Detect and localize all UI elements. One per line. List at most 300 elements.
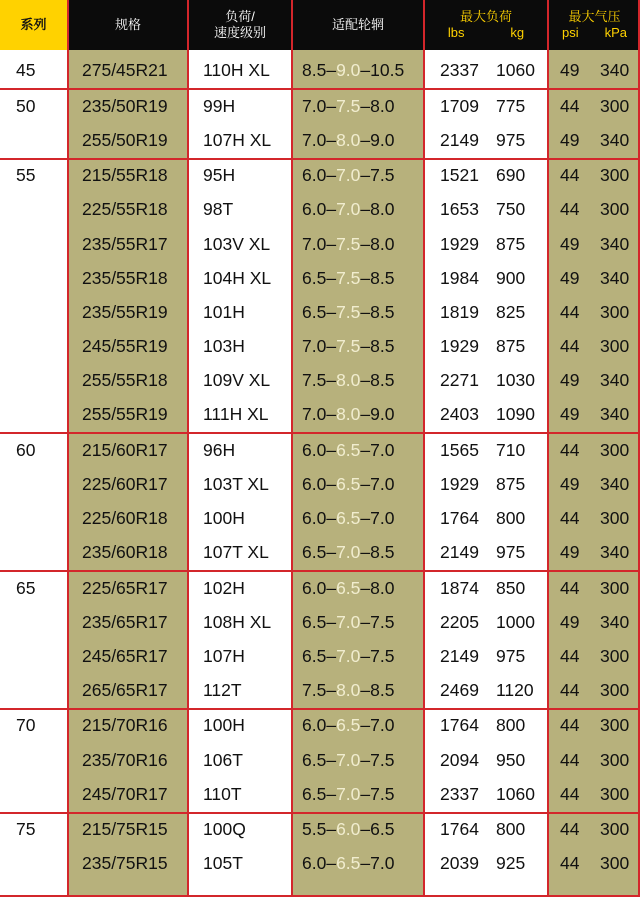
rim-range-dash: – xyxy=(360,369,371,390)
pressure-psi-cell: 44 xyxy=(560,95,580,116)
rim-recommended: 7.0 xyxy=(336,199,361,220)
max-load-lbs-cell: 2094 xyxy=(440,749,479,770)
max-load-kg-cell: 850 xyxy=(496,577,526,598)
pressure-kpa-cell: 300 xyxy=(600,783,630,804)
max-load-lbs-cell: 2205 xyxy=(440,611,479,632)
rim-max: 8.5 xyxy=(370,369,395,390)
max-load-kg-cell: 710 xyxy=(496,439,526,460)
header-load-speed-line1: 负荷/ xyxy=(225,9,255,24)
rim-max: 8.0 xyxy=(370,233,395,254)
rim-max: 6.5 xyxy=(370,819,395,840)
rim-range-dash: – xyxy=(326,301,337,322)
pressure-kpa-cell: 300 xyxy=(600,577,630,598)
rim-range-dash: – xyxy=(360,267,371,288)
pressure-psi-cell: 49 xyxy=(560,611,580,632)
max-load-lbs-cell: 2271 xyxy=(440,369,479,390)
rim-range-dash: – xyxy=(360,541,371,562)
size-cell: 225/60R18 xyxy=(82,507,168,528)
rim-range-dash: – xyxy=(326,95,337,116)
rim-min: 5.5 xyxy=(302,819,327,840)
rim-min: 6.5 xyxy=(302,645,327,666)
group-divider xyxy=(0,88,640,90)
rim-range-dash: – xyxy=(326,541,337,562)
rim-range-dash: – xyxy=(326,715,337,736)
rim-max: 7.0 xyxy=(370,715,395,736)
load-speed-cell: 98T xyxy=(203,199,234,220)
size-cell: 225/60R17 xyxy=(82,473,168,494)
rim-range-cell xyxy=(302,542,394,562)
max-load-lbs-cell: 1929 xyxy=(440,335,479,356)
rim-range-dash: – xyxy=(326,60,337,80)
header-load-speed-line2: 速度级别 xyxy=(213,25,266,40)
size-cell: 235/50R19 xyxy=(82,95,168,116)
max-load-kg-cell: 1090 xyxy=(496,404,535,424)
rim-range-dash: – xyxy=(326,611,337,632)
rim-range-dash: – xyxy=(326,267,337,288)
load-speed-cell: 104H XL xyxy=(203,267,272,288)
rim-range-cell xyxy=(302,199,394,219)
load-speed-cell: 112T xyxy=(203,679,242,700)
max-load-kg-cell: 900 xyxy=(496,267,526,288)
pressure-psi-cell: 44 xyxy=(560,301,580,322)
rim-range-dash: – xyxy=(360,679,371,700)
pressure-psi-cell: 49 xyxy=(560,129,580,150)
max-load-lbs-cell: 1984 xyxy=(440,267,479,288)
rim-min: 6.0 xyxy=(302,199,327,220)
rim-recommended: 9.0 xyxy=(336,60,361,80)
rim-range-dash: – xyxy=(360,439,371,460)
max-load-lbs-cell: 1929 xyxy=(440,473,479,494)
rim-min: 7.5 xyxy=(302,679,327,700)
max-load-kg-cell: 975 xyxy=(496,645,526,666)
pressure-kpa-cell: 340 xyxy=(600,541,630,562)
rim-range-dash: – xyxy=(360,199,371,220)
header-max-load xyxy=(425,0,547,50)
rim-range-dash: – xyxy=(360,60,371,80)
rim-recommended: 6.5 xyxy=(336,439,361,460)
series-cell: 60 xyxy=(16,439,36,460)
rim-range-dash: – xyxy=(326,369,337,390)
load-speed-cell: 101H xyxy=(203,301,245,322)
pressure-kpa-cell: 340 xyxy=(600,473,630,494)
load-speed-cell: 107T XL xyxy=(203,541,269,562)
rim-max: 8.0 xyxy=(370,199,395,220)
pressure-kpa-cell: 300 xyxy=(600,335,630,356)
rim-min: 8.5 xyxy=(302,60,327,80)
rim-min: 6.0 xyxy=(302,507,327,528)
rim-min: 6.0 xyxy=(302,853,327,874)
rim-range-cell xyxy=(302,336,394,356)
rim-recommended: 8.0 xyxy=(336,129,361,150)
rim-max: 7.0 xyxy=(370,853,395,874)
group-divider xyxy=(0,432,640,434)
pressure-psi-cell: 49 xyxy=(560,541,580,562)
rim-min: 6.5 xyxy=(302,611,327,632)
rim-range-dash: – xyxy=(326,679,337,700)
max-load-kg-cell: 875 xyxy=(496,473,526,494)
load-speed-cell: 103T XL xyxy=(203,473,269,494)
rim-min: 7.0 xyxy=(302,404,327,424)
rim-range-dash: – xyxy=(360,507,371,528)
max-load-lbs-cell: 2149 xyxy=(440,645,479,666)
max-load-kg-cell: 975 xyxy=(496,541,526,562)
size-cell: 255/55R18 xyxy=(82,369,168,390)
rim-min: 6.0 xyxy=(302,439,327,460)
table-header xyxy=(0,0,640,50)
pressure-psi-cell: 49 xyxy=(560,369,580,390)
rim-max: 8.5 xyxy=(370,541,395,562)
rim-recommended: 6.5 xyxy=(336,715,361,736)
max-load-lbs-cell: 1929 xyxy=(440,233,479,254)
header-series-label: 系列 xyxy=(20,17,47,32)
rim-recommended: 8.0 xyxy=(336,679,361,700)
rim-range-dash: – xyxy=(326,853,337,874)
rim-range-dash: – xyxy=(360,165,371,186)
size-cell: 245/65R17 xyxy=(82,645,168,666)
max-load-lbs-cell: 2337 xyxy=(440,783,479,804)
load-speed-cell: 107H XL xyxy=(203,129,272,150)
rim-range-cell xyxy=(302,268,394,288)
rim-range-dash: – xyxy=(360,783,371,804)
max-load-kg-cell: 1060 xyxy=(496,60,535,80)
pressure-kpa-cell: 300 xyxy=(600,853,630,874)
rim-range-dash: – xyxy=(326,507,337,528)
header-psi: psi xyxy=(561,25,579,40)
max-load-lbs-cell: 1764 xyxy=(440,507,479,528)
rim-range-cell xyxy=(302,234,394,254)
rim-range-cell xyxy=(302,404,394,424)
rim-min: 7.0 xyxy=(302,335,327,356)
pressure-psi-cell: 44 xyxy=(560,199,580,220)
size-cell: 235/60R18 xyxy=(82,541,168,562)
size-cell: 255/55R19 xyxy=(82,404,168,424)
rim-max: 7.0 xyxy=(370,507,395,528)
max-load-lbs-cell: 1521 xyxy=(440,165,479,186)
pressure-kpa-cell: 300 xyxy=(600,715,630,736)
header-max-pressure-label: 最大气压 xyxy=(568,9,621,24)
rim-max: 7.0 xyxy=(370,439,395,460)
rim-recommended: 7.0 xyxy=(336,645,361,666)
header-spec xyxy=(69,0,187,50)
header-max-pressure xyxy=(549,0,640,50)
size-cell: 235/55R17 xyxy=(82,233,168,254)
size-cell: 215/70R16 xyxy=(82,715,168,736)
rim-max: 10.5 xyxy=(370,60,405,80)
max-load-lbs-cell: 1709 xyxy=(440,95,479,116)
max-load-kg-cell: 825 xyxy=(496,301,526,322)
rim-range-cell xyxy=(302,370,394,390)
pressure-kpa-cell: 300 xyxy=(600,507,630,528)
pressure-psi-cell: 44 xyxy=(560,783,580,804)
max-load-kg-cell: 1060 xyxy=(496,783,535,804)
max-load-kg-cell: 1000 xyxy=(496,611,535,632)
rim-range-dash: – xyxy=(360,611,371,632)
rim-range-dash: – xyxy=(360,95,371,116)
pressure-psi-cell: 49 xyxy=(560,404,580,424)
rim-max: 7.5 xyxy=(370,645,395,666)
header-series xyxy=(0,0,67,50)
max-load-lbs-cell: 2039 xyxy=(440,853,479,874)
pressure-psi-cell: 49 xyxy=(560,473,580,494)
rim-range-cell xyxy=(302,853,394,873)
header-load-speed xyxy=(189,0,291,50)
max-load-kg-cell: 750 xyxy=(496,199,526,220)
rim-min: 6.5 xyxy=(302,749,327,770)
max-load-kg-cell: 875 xyxy=(496,335,526,356)
max-load-lbs-cell: 1874 xyxy=(440,577,479,598)
max-load-kg-cell: 690 xyxy=(496,165,526,186)
load-speed-cell: 105T xyxy=(203,853,243,874)
rim-min: 6.5 xyxy=(302,267,327,288)
rim-min: 7.0 xyxy=(302,129,327,150)
pressure-psi-cell: 44 xyxy=(560,819,580,840)
rim-range-cell xyxy=(302,680,394,700)
pressure-psi-cell: 44 xyxy=(560,749,580,770)
column-divider xyxy=(291,50,293,895)
pressure-kpa-cell: 340 xyxy=(600,404,630,424)
rim-range-cell xyxy=(302,302,394,322)
size-cell: 215/55R18 xyxy=(82,165,168,186)
pressure-psi-cell: 44 xyxy=(560,439,580,460)
max-load-kg-cell: 800 xyxy=(496,507,526,528)
rim-range-dash: – xyxy=(360,749,371,770)
load-speed-cell: 107H xyxy=(203,645,245,666)
column-divider xyxy=(423,50,425,895)
rim-max: 8.5 xyxy=(370,335,395,356)
rim-range-cell xyxy=(302,715,394,735)
series-cell: 65 xyxy=(16,577,36,598)
load-speed-cell: 111H XL xyxy=(203,404,269,424)
pressure-psi-cell: 44 xyxy=(560,335,580,356)
rim-range-cell xyxy=(302,165,394,185)
max-load-kg-cell: 975 xyxy=(496,129,526,150)
size-cell: 235/70R16 xyxy=(82,749,168,770)
size-cell: 265/65R17 xyxy=(82,679,168,700)
pressure-kpa-cell: 300 xyxy=(600,679,630,700)
series-cell: 45 xyxy=(16,60,36,80)
rim-range-cell xyxy=(302,819,394,839)
pressure-kpa-cell: 300 xyxy=(600,165,630,186)
max-load-kg-cell: 775 xyxy=(496,95,526,116)
series-cell: 55 xyxy=(16,165,36,186)
load-speed-cell: 100Q xyxy=(203,819,246,840)
group-divider xyxy=(0,708,640,710)
table-bottom-border xyxy=(0,895,640,897)
rim-max: 8.5 xyxy=(370,267,395,288)
max-load-kg-cell: 1030 xyxy=(496,369,535,390)
group-divider xyxy=(0,812,640,814)
rim-max: 7.5 xyxy=(370,749,395,770)
column-divider xyxy=(547,50,549,895)
rim-range-cell xyxy=(302,130,394,150)
rim-max: 8.5 xyxy=(370,301,395,322)
rim-max: 7.0 xyxy=(370,473,395,494)
load-speed-cell: 110T xyxy=(203,783,242,804)
rim-min: 7.0 xyxy=(302,233,327,254)
rim-range-cell xyxy=(302,60,404,80)
max-load-kg-cell: 800 xyxy=(496,715,526,736)
rim-range-dash: – xyxy=(360,404,371,424)
rim-min: 7.5 xyxy=(302,369,327,390)
series-cell: 50 xyxy=(16,95,36,116)
pressure-kpa-cell: 340 xyxy=(600,60,630,80)
load-speed-cell: 103H xyxy=(203,335,245,356)
max-load-kg-cell: 950 xyxy=(496,749,526,770)
pressure-kpa-cell: 340 xyxy=(600,267,630,288)
pressure-psi-cell: 44 xyxy=(560,679,580,700)
header-max-load-label: 最大负荷 xyxy=(459,9,512,24)
max-load-lbs-cell: 1764 xyxy=(440,715,479,736)
rim-recommended: 7.5 xyxy=(336,267,361,288)
pressure-kpa-cell: 300 xyxy=(600,95,630,116)
rim-range-dash: – xyxy=(326,335,337,356)
group-divider xyxy=(0,158,640,160)
rim-recommended: 7.5 xyxy=(336,233,361,254)
load-speed-cell: 106T xyxy=(203,749,243,770)
size-cell: 255/50R19 xyxy=(82,129,168,150)
rim-max: 9.0 xyxy=(370,129,395,150)
size-cell: 225/65R17 xyxy=(82,577,168,598)
rim-min: 6.5 xyxy=(302,301,327,322)
rim-min: 6.0 xyxy=(302,577,327,598)
rim-range-cell xyxy=(302,612,394,632)
max-load-lbs-cell: 2403 xyxy=(440,404,479,424)
header-lbs: lbs xyxy=(447,25,465,40)
rim-min: 6.5 xyxy=(302,783,327,804)
load-speed-cell: 110H XL xyxy=(203,60,270,80)
rim-recommended: 7.0 xyxy=(336,165,361,186)
max-load-kg-cell: 1120 xyxy=(496,679,534,700)
pressure-kpa-cell: 300 xyxy=(600,199,630,220)
load-speed-cell: 108H XL xyxy=(203,611,272,632)
rim-range-dash: – xyxy=(326,749,337,770)
size-cell: 245/55R19 xyxy=(82,335,168,356)
pressure-psi-cell: 44 xyxy=(560,715,580,736)
pressure-kpa-cell: 300 xyxy=(600,819,630,840)
rim-range-dash: – xyxy=(360,473,371,494)
rim-range-dash: – xyxy=(326,129,337,150)
pressure-kpa-cell: 300 xyxy=(600,645,630,666)
max-load-lbs-cell: 2337 xyxy=(440,60,479,80)
rim-recommended: 7.0 xyxy=(336,783,361,804)
rim-range-dash: – xyxy=(326,577,337,598)
size-cell: 235/75R15 xyxy=(82,853,168,874)
rim-recommended: 7.5 xyxy=(336,95,361,116)
header-spec-label: 规格 xyxy=(114,17,141,32)
size-cell: 225/55R18 xyxy=(82,199,168,220)
rim-range-cell xyxy=(302,578,394,598)
load-speed-cell: 103V XL xyxy=(203,233,271,254)
load-speed-cell: 96H xyxy=(203,439,236,460)
rim-range-dash: – xyxy=(326,645,337,666)
max-load-kg-cell: 875 xyxy=(496,233,526,254)
rim-max: 8.5 xyxy=(370,679,395,700)
rim-max: 7.5 xyxy=(370,165,395,186)
rim-max: 7.5 xyxy=(370,783,395,804)
rim-min: 6.0 xyxy=(302,165,327,186)
rim-recommended: 6.5 xyxy=(336,507,361,528)
pressure-kpa-cell: 300 xyxy=(600,749,630,770)
rim-recommended: 7.0 xyxy=(336,611,361,632)
pressure-kpa-cell: 340 xyxy=(600,129,630,150)
rim-range-dash: – xyxy=(326,165,337,186)
max-load-lbs-cell: 1653 xyxy=(440,199,479,220)
rim-range-dash: – xyxy=(360,715,371,736)
pressure-kpa-cell: 340 xyxy=(600,611,630,632)
pressure-psi-cell: 49 xyxy=(560,233,580,254)
rim-range-dash: – xyxy=(326,404,337,424)
rim-range-dash: – xyxy=(360,335,371,356)
rim-range-cell xyxy=(302,508,394,528)
pressure-kpa-cell: 300 xyxy=(600,301,630,322)
rim-range-cell xyxy=(302,646,394,666)
rim-range-dash: – xyxy=(326,819,337,840)
rim-recommended: 7.5 xyxy=(336,301,361,322)
pressure-psi-cell: 44 xyxy=(560,165,580,186)
rim-max: 7.5 xyxy=(370,611,395,632)
rim-recommended: 7.0 xyxy=(336,749,361,770)
size-cell: 235/55R19 xyxy=(82,301,168,322)
rim-recommended: 6.0 xyxy=(336,819,361,840)
pressure-psi-cell: 44 xyxy=(560,853,580,874)
rim-range-dash: – xyxy=(360,577,371,598)
rim-max: 8.0 xyxy=(370,577,395,598)
rim-min: 6.0 xyxy=(302,473,327,494)
rim-recommended: 7.5 xyxy=(336,335,361,356)
rim-min: 7.0 xyxy=(302,95,327,116)
rim-min: 6.0 xyxy=(302,715,327,736)
rim-recommended: 8.0 xyxy=(336,404,361,424)
load-speed-cell: 100H xyxy=(203,507,245,528)
size-cell: 275/45R21 xyxy=(82,60,168,80)
header-kg: kg xyxy=(510,25,525,40)
rim-range-dash: – xyxy=(326,473,337,494)
max-load-lbs-cell: 2149 xyxy=(440,541,479,562)
rim-range-cell xyxy=(302,440,394,460)
rim-max: 8.0 xyxy=(370,95,395,116)
rim-range-dash: – xyxy=(360,645,371,666)
column-divider xyxy=(187,50,189,895)
rim-recommended: 7.0 xyxy=(336,541,361,562)
max-load-lbs-cell: 1764 xyxy=(440,819,479,840)
size-cell: 235/65R17 xyxy=(82,611,168,632)
rim-range-dash: – xyxy=(360,129,371,150)
pressure-psi-cell: 44 xyxy=(560,645,580,666)
header-rim xyxy=(293,0,423,50)
rim-recommended: 6.5 xyxy=(336,577,361,598)
max-load-lbs-cell: 1819 xyxy=(440,301,479,322)
pressure-psi-cell: 44 xyxy=(560,577,580,598)
rim-range-dash: – xyxy=(326,439,337,460)
load-speed-cell: 102H xyxy=(203,577,245,598)
max-load-lbs-cell: 1565 xyxy=(440,439,479,460)
max-load-kg-cell: 925 xyxy=(496,853,526,874)
rim-range-cell xyxy=(302,750,394,770)
rim-range-dash: – xyxy=(326,233,337,254)
header-kpa: kPa xyxy=(604,25,627,40)
pressure-kpa-cell: 340 xyxy=(600,369,630,390)
rim-recommended: 6.5 xyxy=(336,473,361,494)
column-divider xyxy=(67,50,69,895)
pressure-kpa-cell: 300 xyxy=(600,439,630,460)
rim-min: 6.5 xyxy=(302,541,327,562)
rim-recommended: 6.5 xyxy=(336,853,361,874)
rim-max: 9.0 xyxy=(370,404,395,424)
size-cell: 235/55R18 xyxy=(82,267,168,288)
load-speed-cell: 109V XL xyxy=(203,369,271,390)
load-speed-cell: 99H xyxy=(203,95,236,116)
rim-recommended: 8.0 xyxy=(336,369,361,390)
